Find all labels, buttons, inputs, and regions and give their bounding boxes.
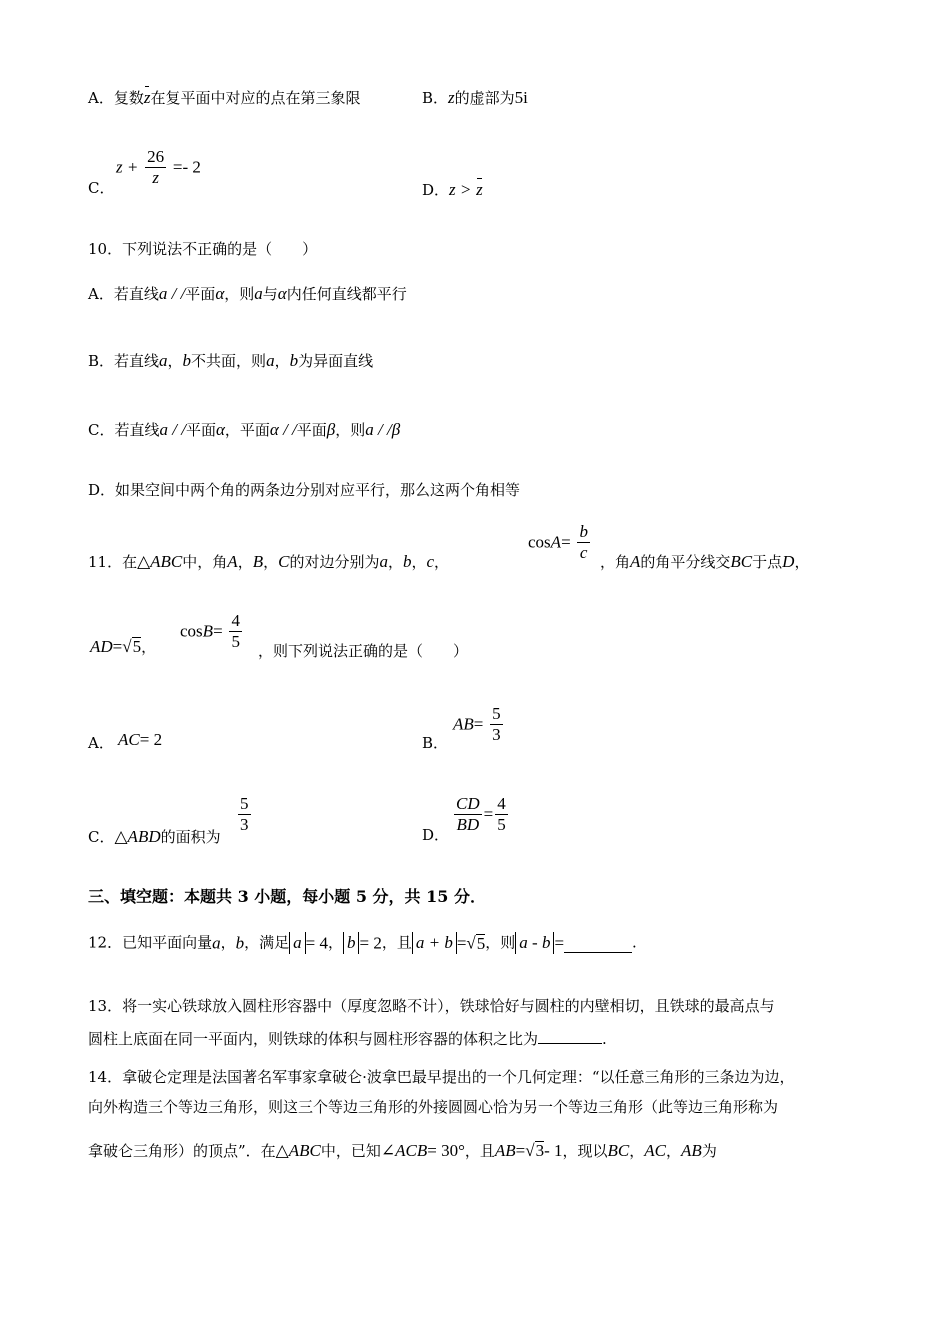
q11-A: A [227, 552, 238, 571]
q9-c-fraction [145, 147, 166, 187]
q11-option-d [452, 794, 510, 834]
q11-stem-line1b [600, 553, 809, 570]
q14-BC: BC [607, 1141, 630, 1160]
q14-angle-eq: = 30° [427, 1141, 465, 1160]
q9-a-text: 在复平面中对应的点在第三象限 [150, 89, 361, 107]
q10-a-m1: a / / [158, 284, 186, 303]
q10-a-t4: 内任何直线都平行 [286, 285, 407, 303]
q14-line2: 向外构造三个等边三角形，则这三个等边三角形的外接圆圆心恰为另一个等边三角形（此等边三角形称为 [88, 1098, 779, 1116]
q10-b-prefix: B．若直线 [88, 352, 160, 370]
q11-ad-eq: = [112, 637, 123, 656]
q9-d-conj-z: z [476, 180, 483, 199]
q10-option-d: D．如果空间中两个角的两条边分别对应平行，那么这两个角相等 [88, 481, 521, 499]
q11-comma4: ， [411, 553, 427, 571]
q11-cosb-num: 4 [231, 611, 240, 630]
q14-line3: 拿破仑三角形）的顶点”．在△ABC中，已知∠ACB= 30°，且AB=√3- 1，现以BC，AC，AB为 [88, 1141, 717, 1160]
q13-answer-blank[interactable] [538, 1028, 602, 1044]
q12-p2: ，满足 [244, 933, 290, 952]
q10-b-t2: 不共面，则 [191, 352, 267, 370]
q12-rad: 5 [476, 934, 486, 953]
q12-eq-rad: = [456, 933, 467, 953]
q9-option-a [88, 89, 360, 106]
q12-b: b [235, 933, 245, 953]
q11-opt-b-fraction [490, 704, 503, 744]
q14-sep1: ， [629, 1142, 645, 1160]
q13-line2 [88, 1028, 607, 1047]
q14-l3b: 中，已知 [320, 1142, 381, 1160]
q11-p6: 于点 [752, 553, 783, 571]
q9-a-prefix: A．复数 [88, 89, 144, 107]
q11-option-c [88, 828, 221, 845]
q12-p4: ，则 [485, 933, 516, 952]
q11-opt-d-num1: CD [456, 794, 480, 813]
q11-p1: 11．在 [88, 553, 138, 571]
q11-BC: BC [730, 552, 753, 571]
q13-line2-text: 圆柱上底面在同一平面内，则铁球的体积与圆柱形容器的体积之比为 [88, 1030, 539, 1048]
q11-opt-c-num: 5 [240, 794, 249, 813]
q9-d-expr: z > [449, 180, 472, 199]
q12-abs-diff: a - b [515, 932, 554, 954]
q9-c-lhs: z + [116, 157, 139, 177]
q11-cos-fraction [577, 522, 590, 562]
q11-ad-comma: ， [141, 638, 157, 656]
q10-c-t4: ，则 [335, 421, 366, 439]
q10-a-m4: α [277, 284, 287, 303]
q10-c-m2: α [215, 420, 225, 439]
q12-eq2: = 2 [359, 933, 382, 953]
q12-dot: . [632, 933, 637, 952]
q9-c-prefix: C． [88, 179, 115, 197]
q10-b-m4: b [289, 351, 299, 370]
q11-opt-c-tri: △ABD [114, 827, 161, 846]
q11-option-b [453, 704, 505, 744]
q11-ad-lhs: AD [90, 637, 113, 656]
q12-p3: ，且 [381, 933, 412, 952]
q11-AD: AD=√5， [90, 637, 157, 656]
q14-l3c: ，且 [464, 1142, 495, 1160]
q12-abs-sum: a + b [412, 932, 457, 954]
q11-p2: 中，角 [182, 553, 228, 571]
q11-c: c [426, 552, 435, 571]
q10-a-m3: a [254, 284, 263, 303]
q11-opt-b-eq: = [473, 714, 484, 734]
q9-option-d [422, 181, 483, 198]
q11-opt-c-fraction-wrap [236, 794, 253, 834]
q11-comma2: ， [263, 553, 279, 571]
q12-p1: 12．已知平面向量 [88, 933, 213, 952]
q11-comma5: ， [434, 553, 450, 571]
q11-cos-eq: = [561, 532, 571, 552]
q13-dot: . [602, 1030, 607, 1048]
q10-a-prefix: A．若直线 [88, 285, 159, 303]
q12-answer-blank[interactable] [564, 934, 632, 953]
q11-opt-d-fraction1 [454, 794, 482, 834]
q10-c-prefix: C．若直线 [88, 421, 160, 439]
q11-stem-line1 [88, 553, 449, 570]
q10-c-m5: a / /β [365, 420, 401, 439]
q11-comma1: ， [237, 553, 253, 571]
q11-b: b [402, 552, 412, 571]
q11-cosB-formula [180, 611, 244, 651]
q10-b-t1: ， [167, 352, 183, 370]
q11-cosb-fraction [229, 611, 242, 651]
q11-cosb: cos [180, 621, 203, 641]
q11-p5: 的角平分线交 [640, 553, 731, 571]
q10-b-t3: ， [274, 352, 290, 370]
q14-line1: 14．拿破仑定理是法国著名军事家拿破仑·波拿巴最早提出的一个几何定理：“以任意三角形的三条边为边， [88, 1068, 795, 1086]
q11-tri: △ABC [137, 552, 183, 571]
q11-opt-c-prefix: C． [88, 828, 115, 846]
q10-b-t4: 为异面直线 [298, 352, 374, 370]
section-heading: 三、填空题：本题共 3 小题，每小题 5 分，共 15 分． [88, 887, 486, 906]
q10-c-m1: a / / [159, 420, 186, 439]
q14-end: 为 [701, 1142, 717, 1160]
q11-cos-den: c [579, 542, 588, 562]
q11-opt-d-fraction2 [495, 794, 508, 834]
q12-eq4: = 4 [305, 933, 328, 953]
q9-c-rhs: =- 2 [172, 157, 201, 177]
q12-line: 12．已知平面向量a，b，满足 a = 4， b = 2，且 a + b =√5，则 a - b = . [88, 933, 637, 953]
q11-ad-rad: 5 [132, 637, 142, 656]
q12-abs-a: a [289, 932, 306, 954]
q9-b-value: 5i [514, 88, 528, 107]
q11-opt-a-rhs: = 2 [139, 730, 163, 749]
q9-b-text: 的虚部为 [454, 89, 515, 107]
q9-option-b [422, 89, 528, 106]
q11-cos-num: b [579, 522, 588, 541]
q11-end: ， [794, 553, 810, 571]
q11-D: D [782, 552, 795, 571]
q11-opt-d-prefix: D． [422, 826, 450, 844]
q11-opt-a-expr: AC [118, 730, 140, 749]
q14-AB: AB [681, 1141, 702, 1160]
q9-b-prefix: B． [422, 89, 449, 107]
q11-opt-d-den2: 5 [497, 814, 506, 834]
q10-a-t3: 与 [262, 285, 278, 303]
q11-cos-var: A [550, 532, 562, 552]
q14-l3a: 拿破仑三角形）的顶点”．在 [88, 1142, 276, 1160]
q11-opt-d-den1: BD [456, 814, 480, 834]
q11-cosA-formula [528, 522, 592, 562]
q11-opt-b-num: 5 [492, 704, 501, 723]
q11-B: B [252, 552, 264, 571]
q11-opt-b-prefix: B． [422, 734, 449, 752]
q10-b-m1: a [159, 351, 168, 370]
q11-opt-a-prefix: A． [88, 734, 114, 752]
q10-c-m4: β [326, 420, 336, 439]
q10-a-t2: ，则 [224, 285, 255, 303]
q11-opt-c-fraction [238, 794, 251, 834]
q11-C: C [278, 552, 290, 571]
q14-angle: ∠ACB [380, 1141, 428, 1160]
q10-c-t3: 平面 [296, 421, 327, 439]
q9-c-num: 26 [147, 147, 165, 166]
q9-c-den: z [152, 167, 159, 187]
q12-comma2: ， [327, 933, 343, 952]
q11-cosb-den: 5 [231, 631, 240, 651]
q12-abs-b: b [343, 932, 360, 954]
q10-b-m2: b [182, 351, 192, 370]
q11-A2: A [630, 552, 641, 571]
q14-AC: AC [644, 1141, 667, 1160]
q11-opt-c-text: 的面积为 [160, 828, 221, 846]
q11-p3: 的对边分别为 [289, 553, 380, 571]
q10-option-a [88, 285, 407, 302]
q14-rad: 3 [535, 1141, 545, 1160]
q10-a-m2: α [215, 284, 225, 303]
q10-stem: 10．下列说法不正确的是（ ） [88, 240, 318, 258]
q14-ab: AB [494, 1141, 516, 1160]
q13-line1: 13．将一实心铁球放入圆柱形容器中（厚度忽略不计），铁球恰好与圆柱的内壁相切，且铁球的最高点与 [88, 997, 775, 1015]
q11-opt-b-den: 3 [492, 724, 501, 744]
q11-option-a [118, 731, 162, 748]
q11-comma3: ， [387, 553, 403, 571]
q14-sep2: ， [666, 1142, 682, 1160]
q9-b-z: z [448, 88, 455, 107]
q14-tri: △ABC [275, 1141, 321, 1160]
q10-option-b [88, 352, 373, 369]
q14-ab-eq: = [515, 1141, 526, 1160]
q11-stem-line2: ，则下列说法正确的是（ ） [258, 642, 469, 660]
q11-opt-b-expr: AB [453, 714, 474, 734]
q12-eq: = [554, 933, 565, 953]
q11-cosb-eq: = [213, 621, 223, 641]
q10-c-t1: 平面 [185, 421, 216, 439]
q12-a: a [212, 933, 221, 953]
q11-opt-c-den: 3 [240, 814, 249, 834]
q11-opt-d-num2: 4 [497, 794, 506, 813]
q11-cos: cos [528, 532, 551, 552]
q10-b-m3: a [266, 351, 275, 370]
q11-p4: ，角 [600, 553, 631, 571]
q9-d-prefix: D． [422, 181, 450, 199]
q11-opt-d-eq: = [483, 804, 494, 824]
q10-a-t1: 平面 [185, 285, 216, 303]
q10-option-c [88, 421, 400, 438]
q14-minus: - 1 [544, 1141, 563, 1160]
q11-cosb-var: B [202, 621, 214, 641]
q9-a-conj-z: z [143, 88, 151, 107]
q10-c-t2: ，平面 [224, 421, 270, 439]
q11-a: a [379, 552, 388, 571]
q14-l3d: ，现以 [562, 1142, 608, 1160]
q12-comma1: ， [220, 933, 236, 952]
q9-option-c-expr [116, 147, 201, 187]
q10-c-m3: α / / [269, 420, 297, 439]
